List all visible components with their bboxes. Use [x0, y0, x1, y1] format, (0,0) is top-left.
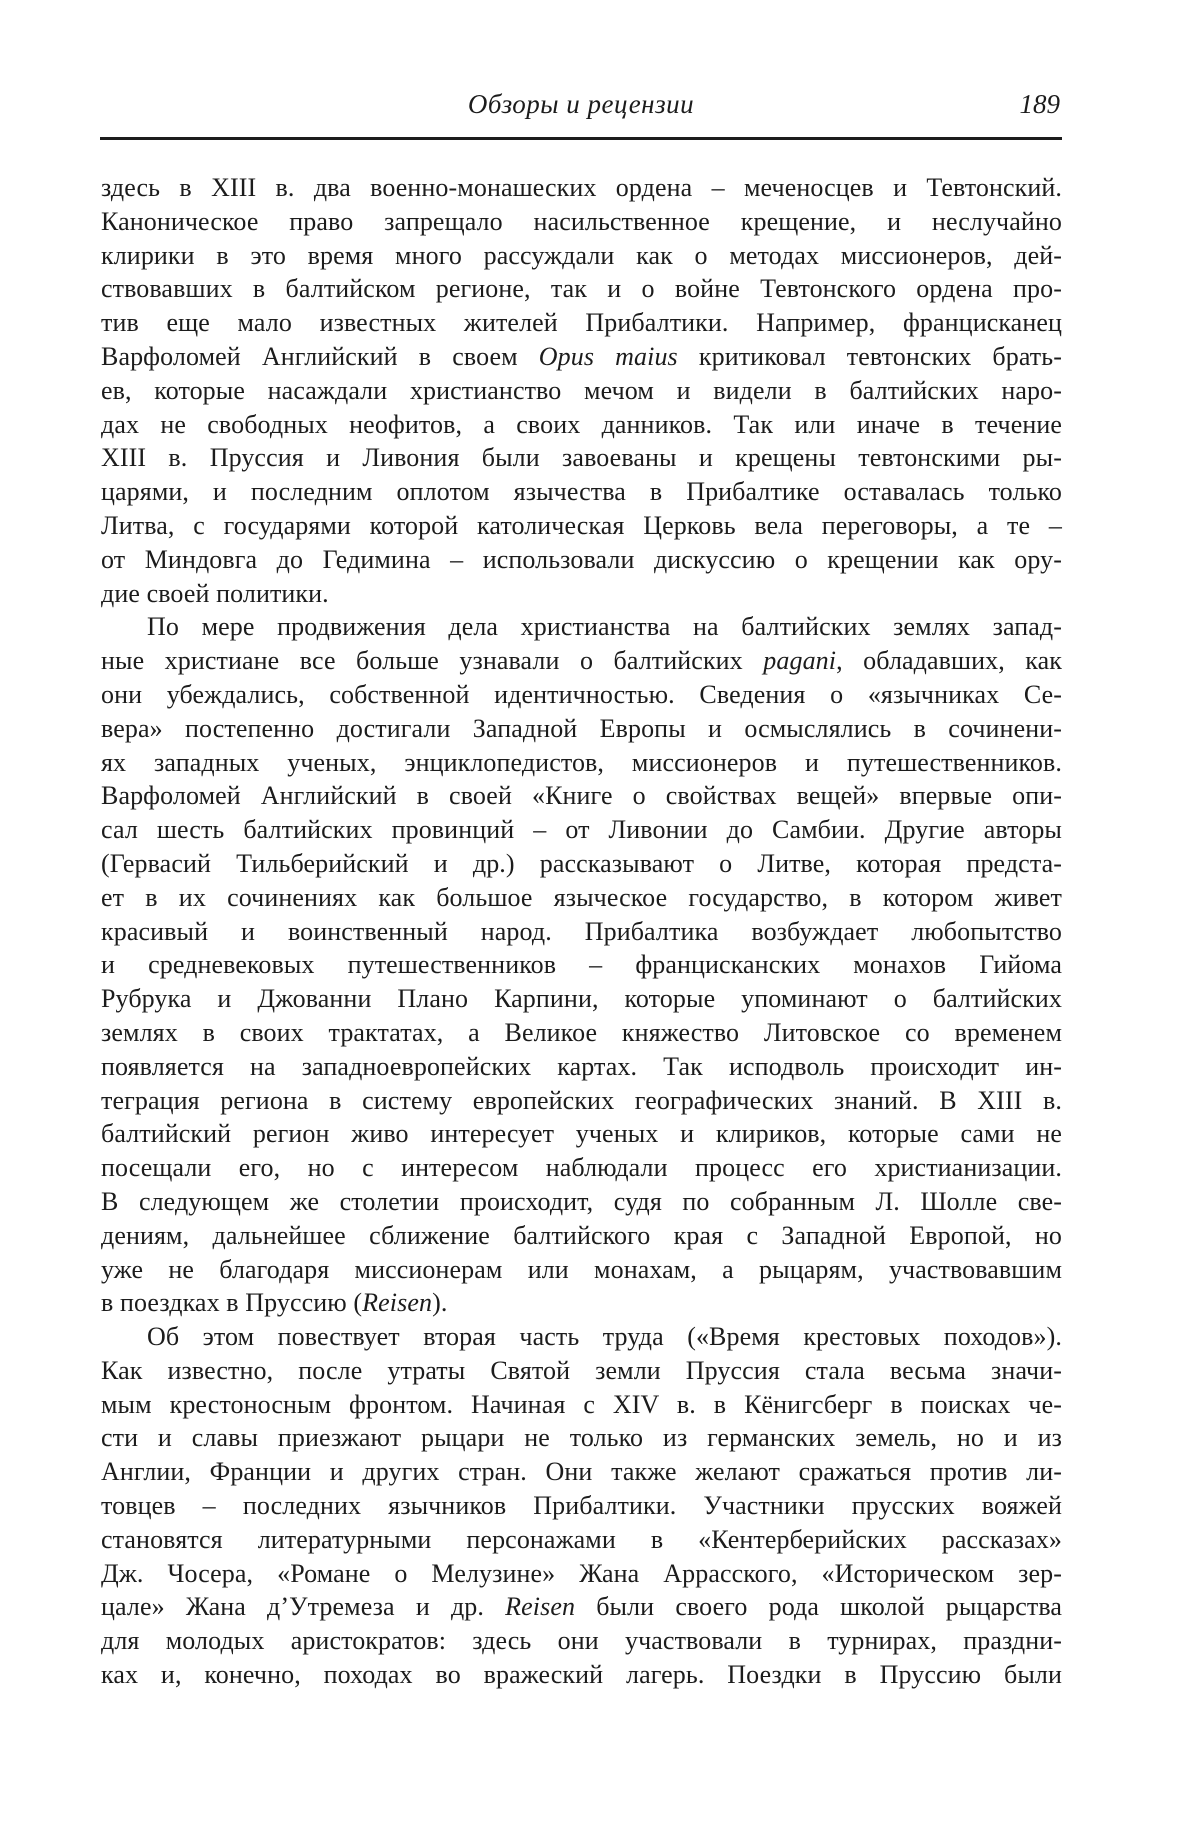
text-line: балтийский регион живо интересует ученых и клириков, которые сами не	[101, 1119, 1062, 1149]
text-line: и средневековых путешественников – францисканских монахов Гийома	[101, 950, 1062, 980]
text-line: посещали его, но с интересом наблюдали процесс его христианизации.	[101, 1153, 1062, 1183]
text-line: Каноническое право запрещало насильственное крещение, и неслучайно	[101, 206, 1062, 236]
text-line: ные христиане все больше узнавали о балтийских pagani, обладавших, как	[101, 646, 1063, 676]
text-line: землях в своих трактатах, а Великое княжество Литовское со временем	[101, 1017, 1062, 1047]
text-line: Как известно, после утраты Святой земли Пруссия стала весьма значи-	[101, 1355, 1062, 1385]
text-line: мым крестоносным фронтом. Начиная с XIV в. в Кёнигсберг в поисках че-	[101, 1389, 1062, 1419]
text-line: дие своей политики.	[101, 578, 329, 608]
text-line: дениям, дальнейшее сближение балтийского края с Западной Европой, но	[101, 1220, 1062, 1250]
text-line: ет в их сочинениях как большое языческое государство, в котором живет	[101, 882, 1062, 912]
text-line: царями, и последним оплотом язычества в Прибалтике оставалась только	[101, 477, 1062, 507]
text-line: вера» постепенно достигали Западной Европы и осмыслялись в сочинени-	[101, 713, 1062, 743]
text-line: появляется на западноевропейских картах. Так исподволь происходит ин-	[101, 1051, 1062, 1081]
text-line: в поездках в Пруссию (Reisen).	[101, 1288, 448, 1318]
text-line: дах не свободных неофитов, а своих данников. Так или иначе в течение	[101, 409, 1062, 439]
text-line: ствовавших в балтийском регионе, так и о войне Тевтонского ордена про-	[101, 274, 1062, 304]
text-line: сал шесть балтийских провинций – от Ливонии до Самбии. Другие авторы	[101, 815, 1062, 845]
text-line: уже не благодаря миссионерам или монахам, а рыцарям, участвовавшим	[101, 1254, 1062, 1284]
text-line: В следующем же столетии происходит, судя по собранным Л. Шолле све-	[101, 1186, 1062, 1216]
text-line: (Гервасий Тильберийский и др.) рассказывают о Литве, которая предста-	[101, 848, 1062, 878]
text-line: для молодых аристократов: здесь они участвовали в турнирах, праздни-	[101, 1626, 1062, 1656]
text-line: здесь в XIII в. два военно-монашеских ордена – меченосцев и Тевтонский.	[101, 173, 1062, 202]
text-line: они убеждались, собственной идентичностью. Сведения о «язычниках Се-	[101, 679, 1062, 709]
text-line: Рубрука и Джованни Плано Карпини, которые упоминают о балтийских	[101, 984, 1062, 1014]
running-header-title: Обзоры и рецензии	[467, 89, 695, 119]
text-line: Варфоломей Английский в своем Opus maius критиковал тевтонских брать-	[101, 341, 1062, 371]
text-line: Дж. Чосера, «Романе о Мелузине» Жана Аррасского, «Историческом зер-	[101, 1558, 1062, 1588]
text-line: XIII в. Пруссия и Ливония были завоеваны и крещены тевтонскими ры-	[101, 443, 1062, 473]
text-line: Литва, с государями которой католическая Церковь вела переговоры, а те –	[101, 510, 1062, 540]
text-line: По мере продвижения дела христианства на балтийских землях запад-	[147, 612, 1062, 642]
header-divider	[100, 137, 1062, 140]
text-block	[101, 171, 1062, 1692]
text-line: клирики в это время много рассуждали как о методах миссионеров, дей-	[101, 240, 1062, 270]
text-line: теграция региона в систему европейских географических знаний. В XIII в.	[101, 1085, 1062, 1115]
text-line: красивый и воинственный народ. Прибалтика возбуждает любопытство	[101, 916, 1062, 946]
running-header	[100, 88, 1062, 124]
text-line: ях западных ученых, энциклопедистов, миссионеров и путешественников.	[101, 747, 1062, 777]
text-line: ев, которые насаждали христианство мечом и видели в балтийских наро-	[101, 375, 1062, 405]
page-number: 189	[1019, 89, 1060, 119]
text-line: сти и славы приезжают рыцари не только из германских земель, но и из	[101, 1423, 1062, 1453]
text-line: цале» Жана д’Утремеза и др. Reisen были своего рода школой рыцарства	[101, 1592, 1062, 1622]
text-line: Англии, Франции и других стран. Они также желают сражаться против ли-	[101, 1457, 1062, 1487]
text-line: тив еще мало известных жителей Прибалтики. Например, францисканец	[101, 308, 1062, 338]
text-line: от Миндовга до Гедимина – использовали дискуссию о крещении как ору-	[101, 544, 1062, 574]
text-line: товцев – последних язычников Прибалтики. Участники прусских вояжей	[101, 1491, 1062, 1521]
text-line: становятся литературными персонажами в «Кентерберийских рассказах»	[101, 1524, 1062, 1554]
text-line: Варфоломей Английский в своей «Книге о свойствах вещей» впервые опи-	[101, 781, 1062, 811]
text-line: Об этом повествует вторая часть труда («Время крестовых походов»).	[147, 1322, 1062, 1352]
text-line: ках и, конечно, походах во вражеский лагерь. Поездки в Пруссию были	[101, 1660, 1062, 1690]
